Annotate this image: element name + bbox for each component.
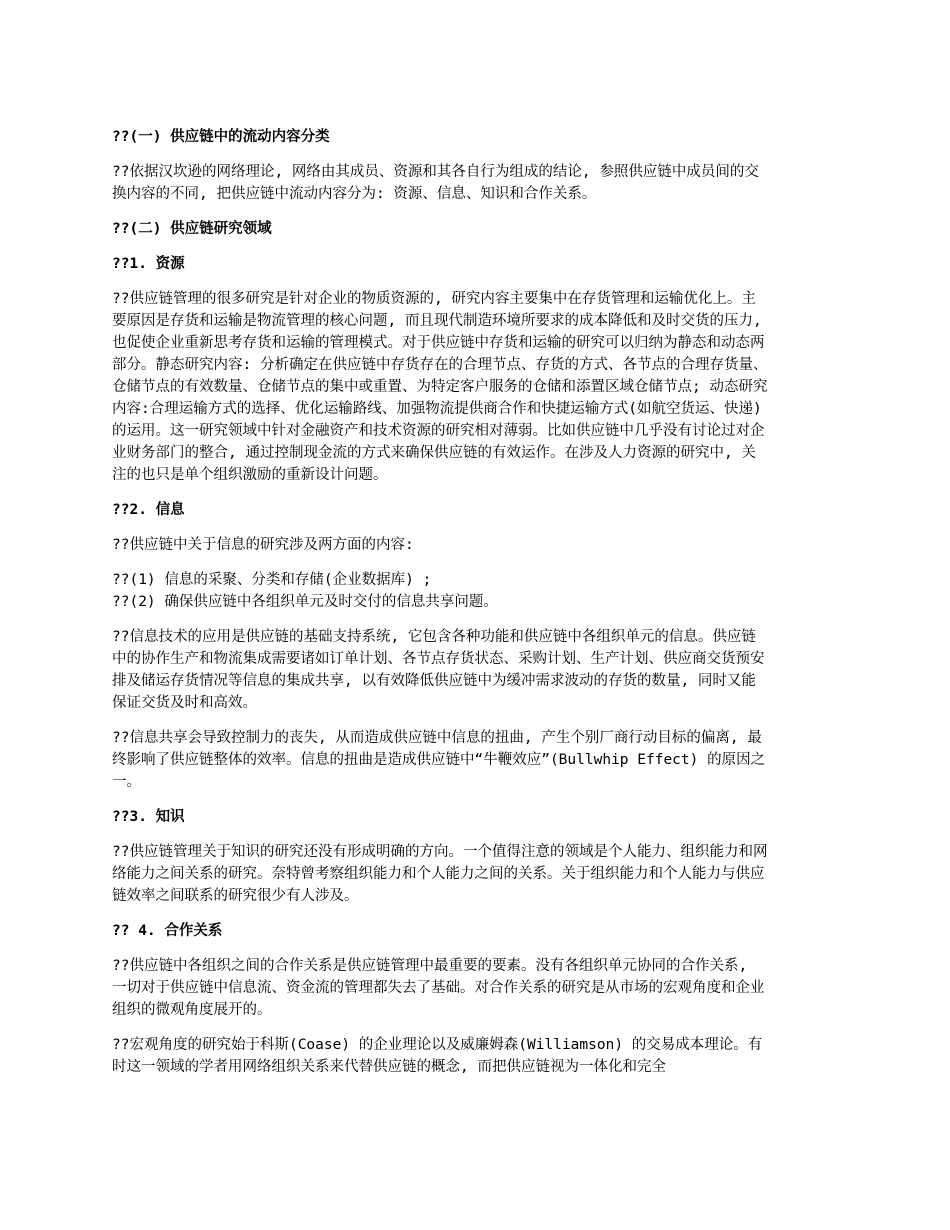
list-item-information-2: ??(2) 确保供应链中各组织单元及时交付的信息共享问题。 — [112, 594, 498, 610]
paragraph-knowledge: ??供应链管理关于知识的研究还没有形成明确的方向。一个值得注意的领域是个人能力、组织能力和网络能力之间关系的研究。奈特曾考察组织能力和个人能力之间的关系。关于组织能力和个人能力与供应链效率之间联系的研究很少有人涉及。 — [112, 844, 768, 904]
subheading-information: ??2. 信息 — [112, 502, 185, 518]
paragraph-network-theory: ??依据汉坎逊的网络理论, 网络由其成员、资源和其各自行为组成的结论, 参照供应链中成员间的交换内容的不同, 把供应链中流动内容分为: 资源、信息、知识和合作关系。 — [112, 164, 759, 202]
paragraph-resources: ??供应链管理的很多研究是针对企业的物质资源的, 研究内容主要集中在存货管理和运输优化上。主要原因是存货和运输是物流管理的核心问题, 而且现代制造环境所要求的成本降低和及时交货的压力, 也促使企业重新思考存货和运输的管理模式。对于供应链中存货和运输的研究可以归纳为静态和动态两部分。静态研究内容: 分析确定在供应链中存货存在的合理节点、存货的方式、各节点的合理存货量、仓储节点的有效数量、仓储节点的集中或重置、为特定客户服务的仓储和添置区域仓储节点; 动态研究内容:合理运输方式的选择、优化运输路线、加强物流提供商合作和快捷运输方式(如航空货运、快递) 的运用。这一研究领域中针对金融资产和技术资源的研究相对薄弱。比如供应链中几乎没有讨论过对企业财务部门的整合, 通过控制现金流的方式来确保供应链的有效运作。在涉及人力资源的研究中, 关注的也只是单个组织激励的重新设计问题。 — [112, 291, 768, 483]
subheading-knowledge: ??3. 知识 — [112, 809, 185, 825]
subheading-resources: ??1. 资源 — [112, 256, 185, 272]
paragraph-macro-perspective: ??宏观角度的研究始于科斯(Coase) 的企业理论以及威廉姆森(Williamson) 的交易成本理论。有时这一领域的学者用网络组织关系来代替供应链的概念, 而把供应链视为一体化和完全 — [112, 1037, 763, 1075]
section-heading-research-areas: ??(二) 供应链研究领域 — [112, 221, 272, 237]
paragraph-cooperation: ??供应链中各组织之间的合作关系是供应链管理中最重要的要素。没有各组织单元协同的合作关系, 一切对于供应链中信息流、资金流的管理都失去了基础。对合作关系的研究是从市场的宏观角度和企业组织的微观角度展开的。 — [112, 958, 765, 1018]
paragraph-information-technology: ??信息技术的应用是供应链的基础支持系统, 它包含各种功能和供应链中各组织单元的信息。供应链中的协作生产和物流集成需要诸如订单计划、各节点存货状态、采购计划、生产计划、供应商交货预安排及储运存货情况等信息的集成共享, 以有效降低供应链中为缓冲需求波动的存货的数量, 同时又能保证交货及时和高效。 — [112, 629, 765, 711]
paragraph-information-intro: ??供应链中关于信息的研究涉及两方面的内容: — [112, 537, 414, 553]
section-heading-flow-classification: ??(一) 供应链中的流动内容分类 — [112, 129, 330, 145]
document-body — [112, 126, 768, 1091]
paragraph-information-sharing: ??信息共享会导致控制力的丧失, 从而造成供应链中信息的扭曲, 产生个别厂商行动目标的偏离, 最终影响了供应链整体的效率。信息的扭曲是造成供应链中“牛鞭效应”(Bullwhip Effect) 的原因之一。 — [112, 730, 766, 790]
list-item-information-1: ??(1) 信息的采聚、分类和存储(企业数据库) ; — [112, 572, 432, 588]
subheading-cooperation: ?? 4. 合作关系 — [112, 923, 223, 939]
